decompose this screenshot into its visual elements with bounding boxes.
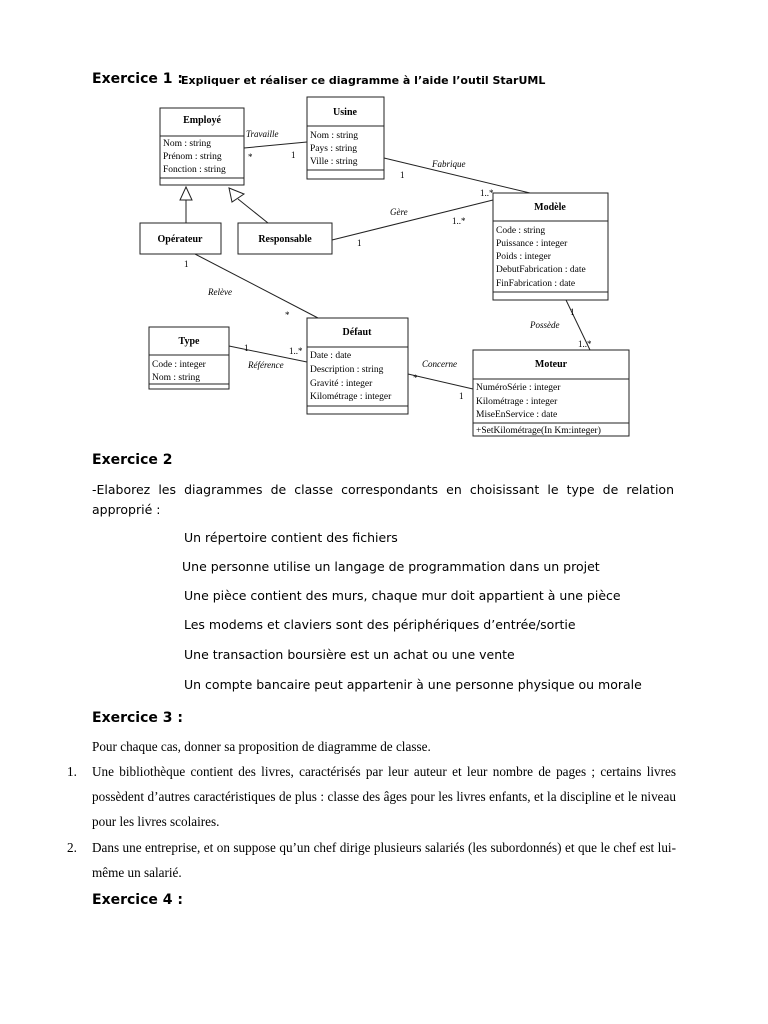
class-attribute: Poids : integer — [496, 252, 551, 262]
multiplicity: 1 — [291, 150, 296, 160]
exercise-1-title: Exercice 1 : — [92, 71, 183, 87]
assoc-releve — [195, 254, 318, 318]
class-name-modele: Modèle — [534, 202, 566, 213]
class-operation: +SetKilométrage(In Km:integer) — [476, 426, 601, 436]
class-attribute: Fonction : string — [163, 165, 226, 175]
relation-label-releve: Relève — [208, 287, 232, 297]
inheritance-arrow-icon — [229, 188, 244, 202]
multiplicity: 1..* — [289, 346, 303, 356]
class-attribute: Gravité : integer — [310, 379, 373, 389]
class-name-operateur: Opérateur — [157, 234, 203, 245]
multiplicity: 1 — [400, 170, 405, 180]
class-attribute: Description : string — [310, 365, 384, 375]
relation-label-gere: Gère — [390, 207, 408, 217]
class-attribute: Kilométrage : integer — [310, 392, 392, 402]
class-attribute: Code : string — [496, 226, 546, 236]
list-item: Dans une entreprise, et on suppose qu’un chef dirige plusieurs salariés (les subordonnés) et que le chef est lui-même un salarié. — [92, 840, 676, 880]
inheritance-arrow-icon — [180, 187, 192, 200]
exercise-3-title: Exercice 3 : — [92, 710, 183, 726]
class-attribute: Code : integer — [152, 360, 206, 370]
multiplicity: * — [285, 310, 290, 320]
list-number: 1. — [67, 764, 77, 779]
class-attribute: Nom : string — [163, 139, 212, 149]
class-attribute: Puissance : integer — [496, 239, 568, 249]
class-attribute: Ville : string — [310, 157, 358, 167]
class-attribute: Kilométrage : integer — [476, 397, 558, 407]
multiplicity: 1 — [357, 238, 362, 248]
exercise-4-title: Exercice 4 : — [92, 892, 183, 908]
multiplicity: 1 — [459, 391, 464, 401]
multiplicity: 1..* — [578, 339, 592, 349]
class-attribute: FinFabrication : date — [496, 279, 576, 289]
multiplicity: * — [413, 373, 418, 383]
class-attribute: Nom : string — [152, 373, 201, 383]
class-name-defaut: Défaut — [342, 327, 372, 338]
multiplicity: 1..* — [452, 216, 466, 226]
generalization-responsable — [238, 199, 268, 223]
class-name-usine: Usine — [333, 107, 357, 118]
assoc-gere — [332, 200, 493, 240]
list-number: 2. — [67, 840, 77, 855]
exercise-3-intro: Pour chaque cas, donner sa proposition de diagramme de classe. — [92, 739, 431, 754]
class-attribute: Prénom : string — [163, 152, 222, 162]
multiplicity: 1 — [570, 307, 575, 317]
relation-label-possede: Possède — [530, 320, 560, 330]
relation-label-fabrique: Fabrique — [432, 159, 466, 169]
relation-label-concerne: Concerne — [422, 359, 457, 369]
relation-label-reference: Référence — [248, 360, 284, 370]
class-name-moteur: Moteur — [534, 359, 568, 370]
multiplicity: 1 — [184, 259, 189, 269]
exercise-1-subtitle: Expliquer et réaliser ce diagramme à l’aide l’outil StarUML — [181, 74, 546, 87]
class-attribute: Pays : string — [310, 144, 357, 154]
multiplicity: 1..* — [480, 188, 494, 198]
assoc-concerne — [408, 374, 473, 389]
class-attribute: NuméroSérie : integer — [476, 383, 561, 393]
class-name-responsable: Responsable — [258, 234, 312, 245]
class-name-employe: Employé — [183, 115, 221, 126]
list-item: Une bibliothèque contient des livres, caractérisés par leur auteur et leur nombre de pages ; certains livres possèdent d’autres caractéristiques de plus : classe des âges pour les livres enfants, et la discipline et le niveau pour les livres scolaires. — [92, 764, 676, 829]
exercise-2-title: Exercice 2 — [92, 452, 173, 468]
multiplicity: 1 — [244, 343, 249, 353]
class-attribute: DebutFabrication : date — [496, 265, 586, 275]
class-name-type: Type — [178, 336, 200, 347]
relation-label-travaille: Travaille — [246, 129, 279, 139]
class-attribute: Date : date — [310, 351, 352, 361]
uml-class-diagram — [0, 0, 768, 450]
exercise-2-intro: -Elaborez les diagrammes de classe correspondants en choisissant le type de relation approprié : — [92, 482, 674, 517]
multiplicity: * — [248, 152, 253, 162]
class-attribute: MiseEnService : date — [476, 410, 558, 420]
assoc-travaille — [244, 142, 307, 148]
class-attribute: Nom : string — [310, 131, 359, 141]
